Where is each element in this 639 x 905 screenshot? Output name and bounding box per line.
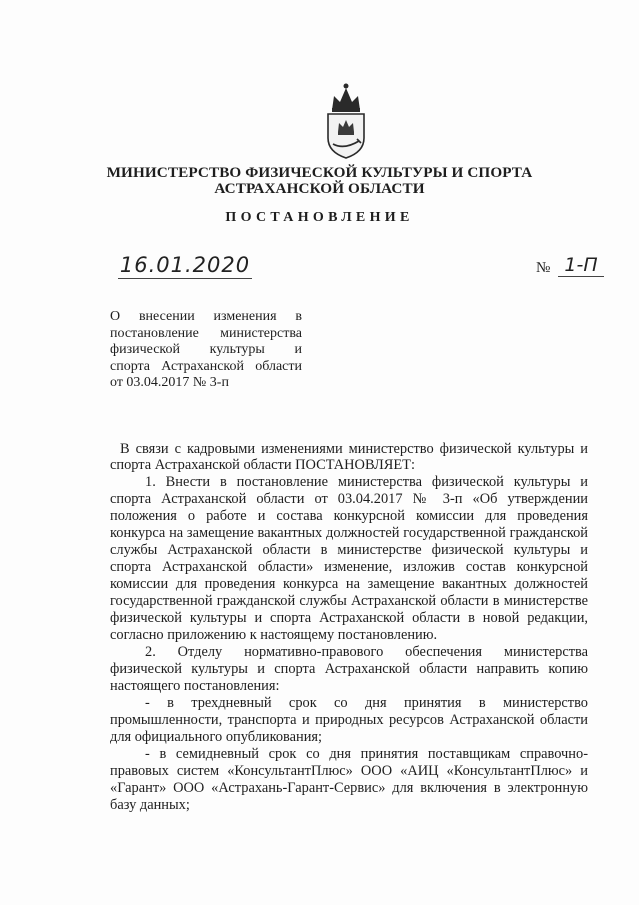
ministry-name-line-1: МИНИСТЕРСТВО ФИЗИЧЕСКОЙ КУЛЬТУРЫ И СПОРТА xyxy=(106,164,533,181)
subject-line: постановление министерства xyxy=(110,325,302,341)
document-subject xyxy=(110,309,302,392)
subject-line: от 03.04.2017 № 3-п xyxy=(110,375,229,390)
body-line: 2. Отделу нормативно-правового обеспечения министерства xyxy=(145,644,588,660)
body-line: службы Астраханской области в министерстве физической культуры и xyxy=(110,542,588,558)
body-line: 1. Внести в постановление министерства физической культуры и xyxy=(145,474,588,490)
subject-line: О внесении изменения в xyxy=(110,309,302,324)
body-line: спорта Астраханской области от 03.04.2017 № 3-п «Об утверждении xyxy=(110,491,588,507)
body-line: настоящего постановления: xyxy=(110,678,280,694)
body-line: согласно приложению к настоящему постановлению. xyxy=(110,627,438,643)
body-line: базу данных; xyxy=(110,797,190,813)
body-line: спорта Астраханской области» изменение, изложив состав конкурсной xyxy=(110,559,588,575)
document-type: ПОСТАНОВЛЕНИЕ xyxy=(225,210,414,225)
body-line: В связи с кадровыми изменениями министерство физической культуры и xyxy=(120,441,588,457)
body-line: положения о работе и состава конкурсной комиссии для проведения xyxy=(110,508,588,524)
body-line: комиссии для проведения конкурса на замещение вакантных должностей xyxy=(110,576,588,592)
document-date: 16.01.2020 xyxy=(119,253,251,277)
body-line: «Гарант» ООО «Астрахань-Гарант-Сервис» для включения в электронную xyxy=(110,780,588,796)
subject-line: спорта Астраханской области xyxy=(110,358,302,374)
body-line: государственной гражданской службы Астраханской области в министерстве xyxy=(110,593,588,609)
ministry-name-line-2: АСТРАХАНСКОЙ ОБЛАСТИ xyxy=(214,180,425,197)
body-line: физической культуры и спорта Астраханской области в новой редакции, xyxy=(110,610,588,626)
body-line: правовых систем «КонсультантПлюс» ООО «АИЦ «КонсультантПлюс» и xyxy=(110,763,588,779)
body-line: физической культуры и спорта Астраханской области направить копию xyxy=(110,661,588,677)
body-line: - в трехдневный срок со дня принятия в министерство xyxy=(145,695,588,711)
body-line: промышленности, транспорта и природных ресурсов Астраханской области xyxy=(110,712,588,728)
body-line: для официального опубликования; xyxy=(110,729,323,745)
number-label: № xyxy=(536,260,551,276)
body-line: конкурса на замещение вакантных должностей государственной гражданской xyxy=(110,525,588,541)
body-line: - в семидневный срок со дня принятия поставщикам справочно- xyxy=(145,746,588,762)
body-line: спорта Астраханской области ПОСТАНОВЛЯЕТ: xyxy=(110,457,415,473)
coat-of-arms-icon xyxy=(322,80,370,160)
number-value: 1-П xyxy=(558,254,604,277)
subject-line: физической культуры и xyxy=(110,342,302,357)
